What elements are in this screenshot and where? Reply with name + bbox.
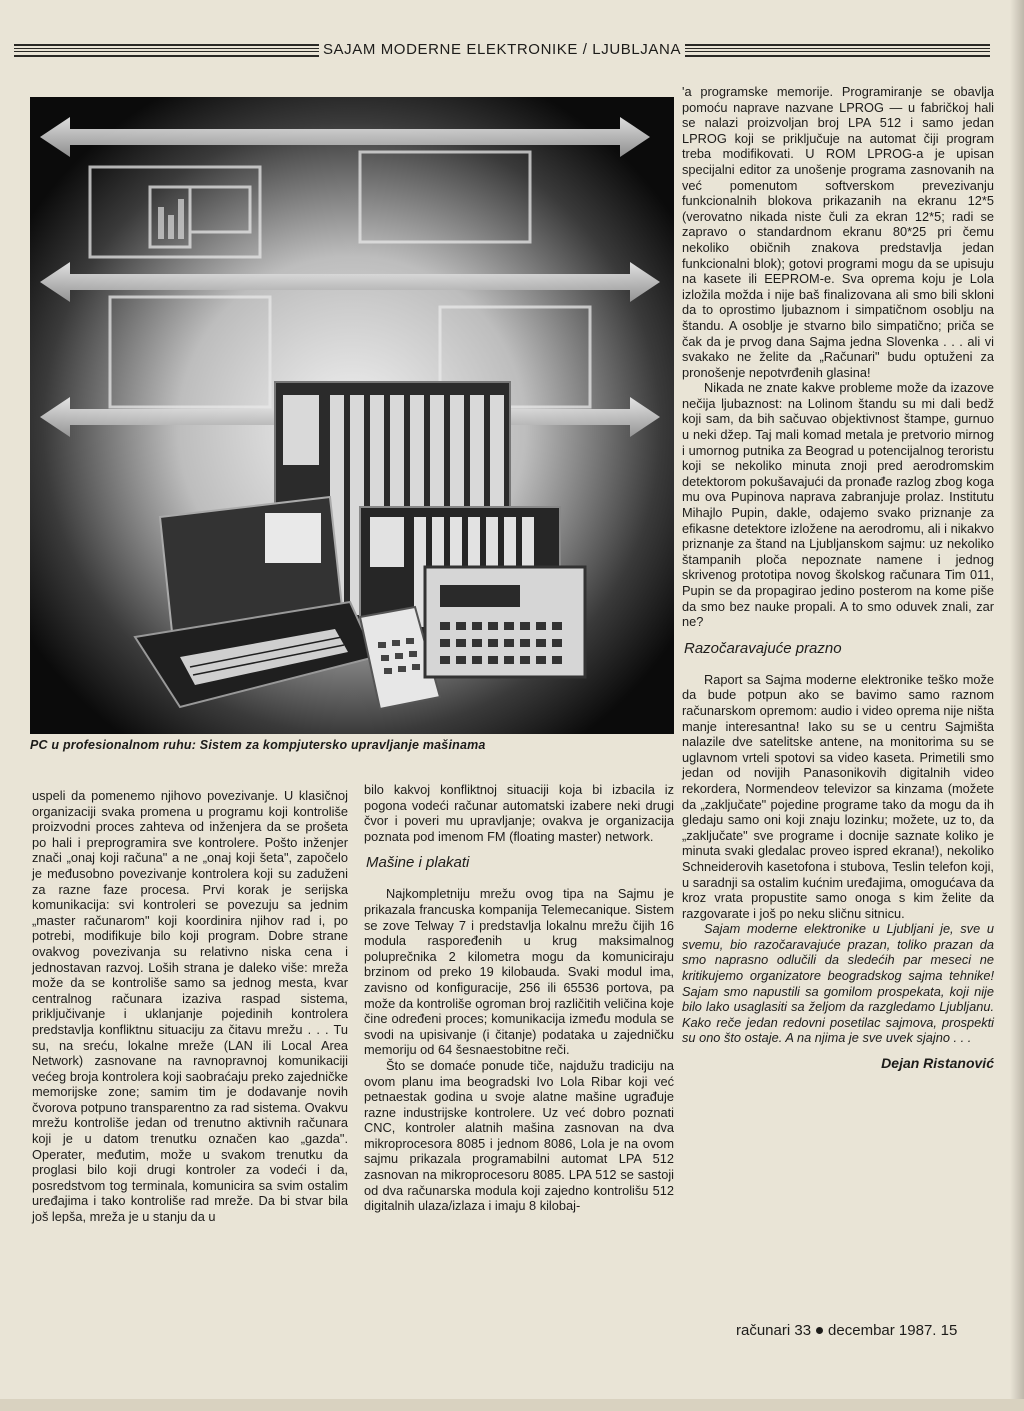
left-column (32, 788, 348, 1225)
header-rule-left (14, 44, 319, 57)
paragraph: uspeli da pomenemo njihovo povezivanje. U klasičnoj organizaciji svaka promena u programu koji kontroliše proizvodni proces zahteva od inženjera da se prošeta po hali i preprogramira sve kontrolere. Pošto inženjer znači „onaj koji računa" a ne „onaj koji šeta", započelo je međusobno povezivanje kontrolera koji su zaduženi za razne faze procesa. Prvi korak je serijska komunikacija: svi kontroleri se povezuju sa jednim „master računarom" koji koordinira njihov rad i, po potrebi, modifikuje bilo koji program. Dobre strane ovakvog povezivanja su relativno niska cena i jednostavan razvoj. Loših strana je daleko više: mreža može da se kontroliše samo sa jednog mesta, kvar centralnog računara izaziva raspad sistema, priključivanje i uklanjanje pojedinih kontrolera predstavlja konfliktnu situaciju za čitavu mrežu . . . Tu su, na sreću, lokalne mreže (LAN ili Local Area Network) zasnovane na ravnopravnoj komunikaciji većeg broja kontrolera koji saobraćaju preko zajedničke memorijske zone; samim tim je dodavanje novih čvorova potpuno transparentno za rad sistema. Ovakvu mrežu kontroliše jedan od trenutno aktivnih računara koji je u datom trenutku označen kao „gazda". Operater, međutim, može u svakom trenutku da proglasi bilo koji drugi kontroler za vodeći i da, posredstvom tog terminala, komunicira sa svim ostalim uređajima i tako kontroliše rad mreže. Da bi stvar bila još lepša, mreža je u stanju da u (32, 788, 348, 1225)
page-footer (736, 1322, 1016, 1339)
page-number: 15 (940, 1322, 958, 1339)
magazine-issue: računari 33 (736, 1322, 812, 1339)
page-edge (1010, 0, 1024, 1411)
photo-caption: PC u profesionalnom ruhu: Sistem za kompjutersko upravljanje mašinama (30, 738, 486, 752)
article-photo (30, 97, 674, 734)
issue-date: decembar 1987. (828, 1322, 937, 1339)
subheading: Mašine i plakati (366, 854, 470, 872)
paragraph: bilo kakvoj konfliktnoj situaciji koja bi izbacila iz pogona vodeći računar automatski izabere neki drugi čvor i poveri mu upravljanje; ovakva je organizacija poznata pod imenom FM (floating master) network. (364, 782, 674, 844)
middle-column (364, 782, 674, 1214)
bullet-icon (816, 1327, 823, 1334)
paragraph: Raport sa Sajma moderne elektronike teško može da bude potpun ako se bavimo samo raznom računarskom opremom: audio i video oprema nije ništa manje interesantna! Iako su se u centru Sajmišta nalazile dve satelitske antene, na monitorima su se uglavnom vrteli spotovi sa video kaseta. Primetili smo jedan od novijih Panasonikovih digitalnih video rekordera, Normendeov televizor sa kinzama (možete da „zaključate" pojedine programe tako da mogu da ih gledaju samo oni koji znaju lozinku; možete, uz to, da „zaključate" sve programe i docnije saznate koliko je minuta svaki gledalac proveo ispred ekrana!), nekoliko Schneiderovih kasetofona i stubova, Teslin telefon koji, u saradnji sa ostalim kućnim uređajima, omogućava da kroz vrata propustite samo onoga s kim želite da razgovarate i još po neku sličnu sitnicu. (682, 671, 994, 921)
subheading: Razočaravajuće prazno (684, 639, 842, 657)
paragraph: Najkompletniju mrežu ovog tipa na Sajmu je prikazala francuska kompanija Telemecanique. Sistem se zove Telway 7 i predstavlja lokalnu mrežu čijih 16 modula raspoređenih u krug maksimalnog poluprečnika 2 kilometra mogu da komuniciraju brzinom od preko 19 kilobauda. Svaki modul ima, zavisno od konfiguracije, 256 ili 65536 portova, pa može da kontroliše ogroman broj različitih veličina koje čine određeni proces; komunikacija između modula se svodi na upisivanje (i čitanje) podataka u zajedničku memoriju od 64 šesnaestobitne reči. (364, 886, 674, 1058)
right-column (682, 84, 994, 1072)
section-title: SAJAM MODERNE ELEKTRONIKE / LJUBLJANA (322, 41, 682, 58)
page-bottom (0, 1399, 1024, 1411)
header-rule-right (685, 44, 990, 57)
paragraph: Nikada ne znate kakve probleme može da izazove nečija ljubaznost: na Lolinom štandu su mi dali bedž koji sam, da bih sačuvao objektivnost štampe, gurnuo u neki džep. Taj mali komad metala je pretvorio mirnog i umornog putnika za Beograd u potencijalnog teroristu koji se nekoliko minuta znoji pred aerodromskim detektorom pokušavajući da pronađe razlog zbog koga mu ova Pupinova naprava zabranjuje prolaz. Institutu Mihajlo Pupin, dakle, odajemo svako priznanje za efikasne detektore izložene na aerodromu, ali i nikakvo priznanje za štand na Ljubljanskom sajmu: uz nekoliko štampanih ploča nepoznate namene i jednog skrivenog prototipa novog školskog računara Tim 011, Pupin se da propagirao jedino posterom na kome piše da smo bez nauke propali. A to smo oduvek znali, zar ne? (682, 380, 994, 630)
paragraph: Sajam moderne elektronike u Ljubljani je, sve u svemu, bio razočaravajuće prazan, toliko prazan da smo naprasno odlučili da sledećih par meseci ne kritikujemo organizatore beogradskog sajma tehnike! Sajam smo napustili sa gomilom prospekata, koji nije bilo lako usaglasiti sa željom da razgledamo Ljubljanu. Kako reče jedan redovni posetilac sajmova, prospekti su ono što ostaje. A na njima je sve uvek sjajno . . . (682, 921, 994, 1046)
author-byline: Dejan Ristanović (881, 1055, 994, 1072)
section-header (14, 40, 990, 60)
paragraph: Što se domaće ponude tiče, najdužu tradiciju na ovom planu ima beogradski Ivo Lola Ribar koji već petnaestak godina u svoje alatne mašine ugrađuje razne industrijske kontrolere. Uz već dobro poznati CNC, kontroler alatnih mašina zasnovan na dva mikroprocesora 8085 i jednom 8086, Lola je na ovom sajmu prikazala programabilni automat LPA 512 zasnovan na mikroprocesoru 8085. LPA 512 se sastoji od dva računarska modula koji zajedno kontrolišu 512 digitalnih ulaza/izlaza i imaju 8 kilobaj- (364, 1057, 674, 1214)
paragraph: 'a programske memorije. Programiranje se obavlja pomoću naprave nazvane LPROG — u fabričkoj hali se nalazi proizvoljan broj LPA 512 i samo jedan LPROG koji se priključuje na automat čiji program treba modifikovati. U ROM LPROG-a je upisan specijalni editor za unošenje programa zasnovanih na već pomenutom softverskom prevezivanju funkcionalnih blokova prikazanih na ekranu 12*5 (verovatno nikada niste čuli za ekran 12*5; radi se zapravo o standardnom ekranu 80*25 pri čemu nekoliko običnih znakova predstavlja jedan funkcionalni blok); gotovi programi mogu da se upisuju na kasete ili EEPROM-e. Sva oprema koju je Lola izložila možda i nije baš finalizovana ali smo bili skloni da to oprostimo ljubaznom i simpatičnom osoblju na štandu. A osoblje je stvarno bilo simpatično; priča se čak da je prvog dana Sajma jedna Slovenka . . . ali vi svakako ne želite da „Računari" budu optuženi za pronošenje nepotvrđenih glasina! (682, 84, 994, 380)
